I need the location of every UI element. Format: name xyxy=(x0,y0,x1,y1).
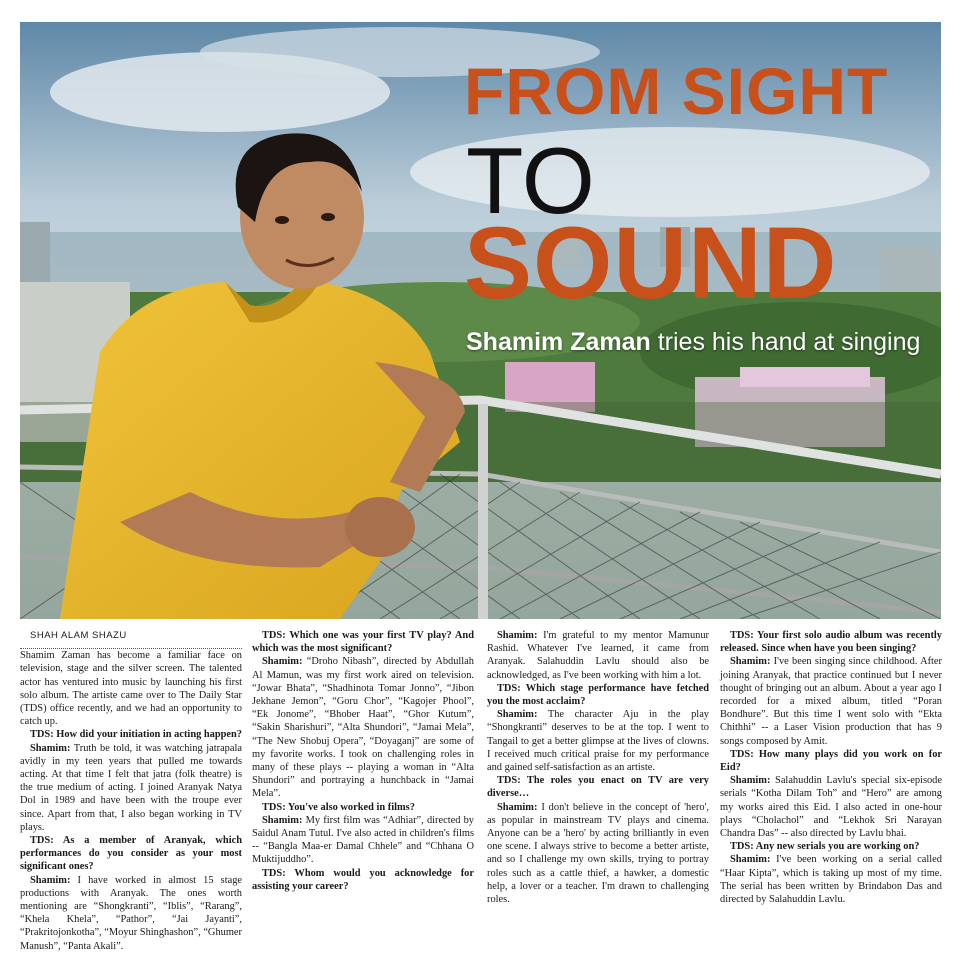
article-column-4 xyxy=(720,629,942,906)
answer-2-speaker: Shamim: xyxy=(30,874,71,886)
answer-7-text: I don't believe in the concept of 'hero', as popular in mainstream TV plays and cinema. Anyone can be a 'hero' by acting brilliantly in even one scene. I always strive to become a better artiste, and so I challenge my own skills, trying to portray roles such as a cattle thief, a hawker, a domestic help, a lover or a teacher. I'm drawn to challenging roles. xyxy=(487,801,709,906)
question-3: TDS: Which one was your first TV play? And which was the most significant? xyxy=(252,630,474,655)
answer-5 xyxy=(487,629,709,682)
subheadline xyxy=(466,328,920,357)
question-6: TDS: Which stage performance have fetched you the most acclaim? xyxy=(487,682,709,708)
answer-3-text: “Droho Nibash”, directed by Abdullah Al Mamun, was my first work aired on television. “Jowar Bhata”, “Shadhinota Tomar Jonno”, “Jibon Jekhane Jemon”, “Goru Chor”, “Kagojer Phool”, “Ek Jonome”, “Bhober Haat”, “Ghor Kutum”, “Sakin Sharishuri”, “Alta Shundori”, “Jamai Mela”, “The New Shobuj Opera”, “Doyaganj” are some of my favorite works. I took on challenging roles in many of these plays -- playing a woman in “Alta Shundori” and portraying a hunchback in “Jamai Mela”. xyxy=(252,656,474,800)
answer-9-text: Salahuddin Lavlu's special six-episode serials “Kotha Dilam Toh” and “Hero” are among my works aired this Eid. I also acted in one-hour plays “Cholachol” and “Lekhok Sri Narayan Chandra Das” -- also directed by Lavlu bhai. xyxy=(720,775,942,840)
answer-10-speaker: Shamim: xyxy=(730,854,771,866)
byline: SHAH ALAM SHAZU xyxy=(20,629,242,649)
article-column-3 xyxy=(487,629,709,906)
question-10: TDS: Any new serials you are working on? xyxy=(730,841,920,853)
question-1: TDS: How did your initiation in acting happen? xyxy=(30,729,243,741)
answer-9-speaker: Shamim: xyxy=(730,775,771,787)
question-9: TDS: How many plays did you work on for Eid? xyxy=(720,748,942,774)
hero-photo xyxy=(20,22,941,619)
answer-7 xyxy=(487,801,709,907)
answer-1-speaker: Shamim: xyxy=(30,742,71,754)
question-8: TDS: Your first solo audio album was recently released. Since when have you been singing? xyxy=(720,630,942,655)
answer-4-text: My first film was “Adhiar”, directed by Saidul Anam Tutul. I've also acted in children's films -- “Bangla Maa-er Damal Chhele” and “Chhana O Muktijuddho”. xyxy=(252,814,474,866)
answer-7-speaker: Shamim: xyxy=(497,801,538,813)
answer-8-speaker: Shamim: xyxy=(730,656,771,668)
answer-3 xyxy=(252,655,474,800)
answer-2 xyxy=(20,874,242,953)
answer-10 xyxy=(720,853,942,906)
answer-1 xyxy=(20,742,242,834)
answer-6-speaker: Shamim: xyxy=(497,709,538,721)
headline-block xyxy=(20,22,941,619)
question-4: TDS: You've also worked in films? xyxy=(262,801,415,813)
answer-2-text: I have worked in almost 15 stage productions with Aranyak. The ones worth mentioning are “Shongkranti”, “Iblis”, “Rarang”, “Khela Khela”, “Pathor”, “Jai Jayanti”, “Prakritojonkotha”, “Moyur Shinghashon”, “Ghumer Manush”, “Panta Akali”. xyxy=(20,874,242,952)
subheadline-name: Shamim Zaman xyxy=(466,328,651,356)
question-7: TDS: The roles you enact on TV are very diverse… xyxy=(487,775,709,800)
subheadline-rest: tries his hand at singing xyxy=(650,328,921,356)
headline-line-3: SOUND xyxy=(464,206,838,320)
article-body xyxy=(20,629,941,951)
question-2: TDS: As a member of Aranyak, which performances do you consider as your most significant ones? xyxy=(20,835,242,873)
intro-paragraph: Shamim Zaman has become a familiar face on television, stage and the silver screen. The talented actor has ventured into music by launching his first solo album. The artiste came over to The Daily Star (TDS) office recently, and we had an opportunity to catch up. xyxy=(20,650,242,728)
answer-1-text: Truth be told, it was watching jatrapala avidly in my teen years that pulled me towards acting. At that time I felt that jatra (folk theatre) is the true medium of acting. I joined Aranyak Natya Dol in 1989 and have been with the troupe ever since. Apart from that, I also began working in TV plays. xyxy=(20,742,242,833)
answer-5-speaker: Shamim: xyxy=(497,630,538,641)
answer-8-text: I've been singing since childhood. After joining Aranyak, that practice continued but I never thought of bringing out an album. About a year ago I recorded for a mixed album, titled “Poran Bondhure”. But this time I went solo with “Ekta Chithhi” -- a Laser Vision production that has 9 songs composed by Amit. xyxy=(720,656,942,747)
answer-6-text: The character Aju in the play “Shongkranti” deserves to be at the top. I went to Tangail to get a better glimpse at the lives of clowns. I received much critical praise for my performance and gained self-satisfaction as an artiste. xyxy=(487,709,709,774)
answer-3-speaker: Shamim: xyxy=(262,656,303,668)
article-column-1 xyxy=(20,629,242,953)
answer-10-text: I've been working on a serial called “Haar Kipta”, which is taking up most of my time. The serial has been written by Brindabon Das and directed by Salahuddin Lavlu. xyxy=(720,854,942,906)
answer-4 xyxy=(252,814,474,867)
answer-5-text: I'm grateful to my mentor Mamunur Rashid. Whatever I've learned, it came from Aranyak. Salahuddin Lavlu should also be acknowledged, as I've been working with him a lot. xyxy=(487,630,709,681)
headline-line-1: FROM SIGHT xyxy=(464,54,889,128)
headline-line-2: TO xyxy=(466,128,595,233)
answer-8 xyxy=(720,655,942,747)
question-5: TDS: Whom would you acknowledge for assisting your career? xyxy=(252,867,474,892)
answer-6 xyxy=(487,708,709,774)
article-column-2 xyxy=(252,629,474,893)
answer-4-speaker: Shamim: xyxy=(262,814,303,826)
answer-9 xyxy=(720,774,942,840)
